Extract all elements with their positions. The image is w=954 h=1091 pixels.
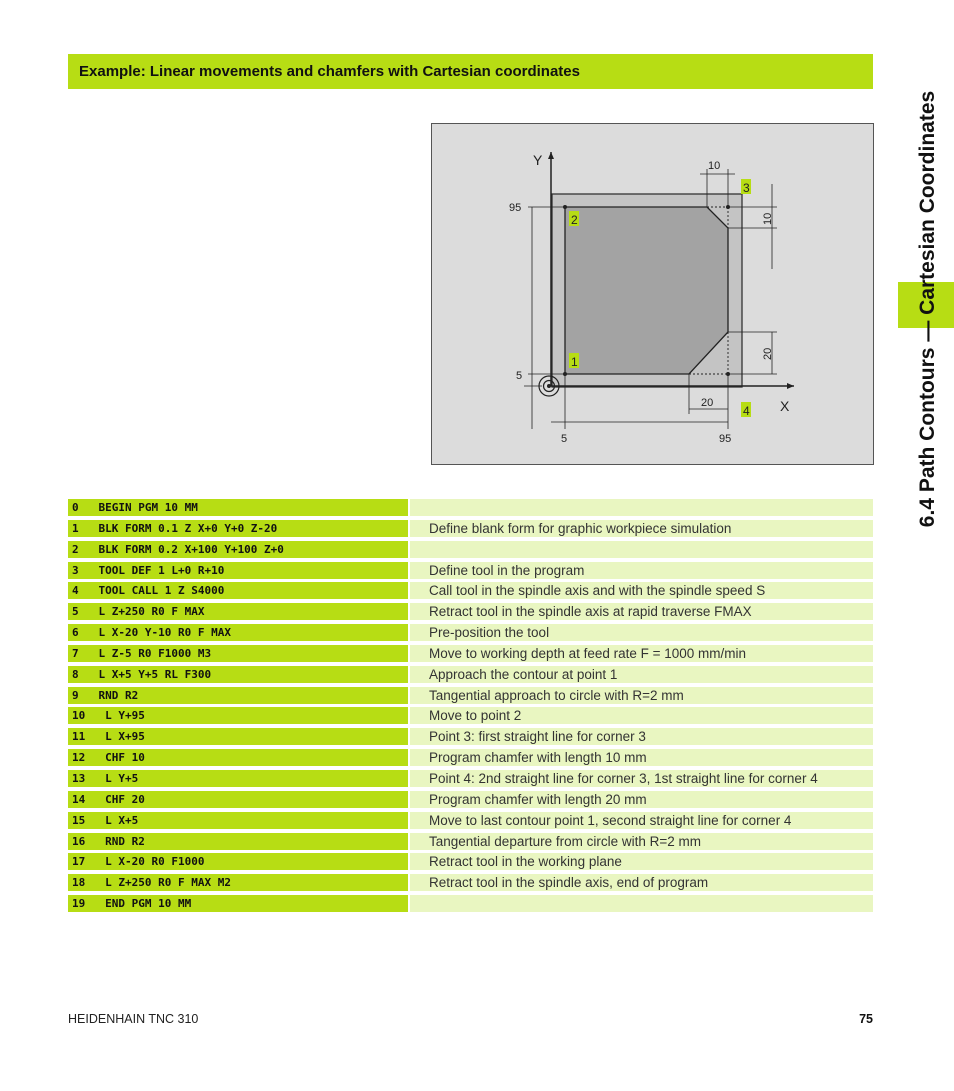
- program-row: [68, 624, 873, 641]
- program-row: [68, 874, 873, 891]
- chapter-side-title: [912, 56, 944, 561]
- nc-code: 3 TOOL DEF 1 L+0 R+10: [68, 562, 408, 579]
- point-2-label: 2: [571, 213, 578, 227]
- nc-description: Call tool in the spindle axis and with the spindle speed S: [410, 582, 873, 599]
- program-row: [68, 895, 873, 912]
- program-row: [68, 791, 873, 808]
- program-row: [68, 770, 873, 787]
- nc-description: Point 3: first straight line for corner 3: [410, 728, 873, 745]
- program-row: [68, 520, 873, 537]
- section-title: [68, 54, 873, 89]
- dim-y-95: 95: [509, 202, 522, 214]
- nc-code: 14 CHF 20: [68, 791, 408, 808]
- nc-description: Retract tool in the working plane: [410, 853, 873, 870]
- nc-code: 17 L X-20 R0 F1000: [68, 853, 408, 870]
- nc-description: Retract tool in the spindle axis, end of program: [410, 874, 873, 891]
- nc-description: Retract tool in the spindle axis at rapid traverse FMAX: [410, 603, 873, 620]
- page-number: 75: [859, 1012, 873, 1026]
- footer-product-name: HEIDENHAIN TNC 310: [68, 1012, 199, 1026]
- program-row: [68, 541, 873, 558]
- nc-description: Point 4: 2nd straight line for corner 3, 1st straight line for corner 4: [410, 770, 873, 787]
- nc-description: Approach the contour at point 1: [410, 666, 873, 683]
- point-4-label: 4: [743, 404, 750, 418]
- nc-code: 4 TOOL CALL 1 Z S4000: [68, 582, 408, 599]
- nc-code: 1 BLK FORM 0.1 Z X+0 Y+0 Z-20: [68, 520, 408, 537]
- point-1-label: 1: [571, 355, 578, 369]
- nc-description: Tangential departure from circle with R=2 mm: [410, 833, 873, 850]
- nc-code: 16 RND R2: [68, 833, 408, 850]
- nc-description: Define blank form for graphic workpiece simulation: [410, 520, 873, 537]
- contour-figure: [431, 123, 874, 465]
- program-row: [68, 728, 873, 745]
- nc-program-table: [68, 499, 873, 916]
- program-row: [68, 582, 873, 599]
- program-row: [68, 749, 873, 766]
- nc-code: 7 L Z-5 R0 F1000 M3: [68, 645, 408, 662]
- origin-dot: [547, 384, 551, 388]
- dim-x-5: 5: [561, 433, 568, 445]
- nc-description: Program chamfer with length 10 mm: [410, 749, 873, 766]
- nc-code: 6 L X-20 Y-10 R0 F MAX: [68, 624, 408, 641]
- nc-code: 9 RND R2: [68, 687, 408, 704]
- nc-description: Move to point 2: [410, 707, 873, 724]
- nc-code: 11 L X+95: [68, 728, 408, 745]
- nc-description: Pre-position the tool: [410, 624, 873, 641]
- nc-description: [410, 499, 873, 516]
- nc-code: 13 L Y+5: [68, 770, 408, 787]
- workpiece-contour: [565, 207, 728, 374]
- dim-bottom-20: 20: [701, 397, 714, 409]
- program-row: [68, 707, 873, 724]
- nc-code: 15 L X+5: [68, 812, 408, 829]
- dim-right-bottom-20: 20: [762, 347, 774, 360]
- nc-code: 2 BLK FORM 0.2 X+100 Y+100 Z+0: [68, 541, 408, 558]
- nc-code: 5 L Z+250 R0 F MAX: [68, 603, 408, 620]
- dim-x-95: 95: [719, 433, 732, 445]
- nc-code: 12 CHF 10: [68, 749, 408, 766]
- nc-code: 10 L Y+95: [68, 707, 408, 724]
- program-row: [68, 812, 873, 829]
- program-row: [68, 499, 873, 516]
- nc-description: Move to working depth at feed rate F = 1000 mm/min: [410, 645, 873, 662]
- program-row: [68, 603, 873, 620]
- nc-code: 0 BEGIN PGM 10 MM: [68, 499, 408, 516]
- program-row: [68, 645, 873, 662]
- nc-description: Define tool in the program: [410, 562, 873, 579]
- axis-y-label: Y: [533, 152, 543, 168]
- point-3-label: 3: [743, 181, 750, 195]
- nc-description: Move to last contour point 1, second straight line for corner 4: [410, 812, 873, 829]
- contour-drawing: [432, 124, 875, 466]
- program-row: [68, 562, 873, 579]
- nc-description: [410, 541, 873, 558]
- program-row: [68, 687, 873, 704]
- nc-code: 18 L Z+250 R0 F MAX M2: [68, 874, 408, 891]
- dim-y-5: 5: [516, 370, 523, 382]
- nc-description: Program chamfer with length 20 mm: [410, 791, 873, 808]
- dim-top-10: 10: [708, 160, 721, 172]
- program-row: [68, 853, 873, 870]
- chapter-side-title-text: 6.4 Path Contours — Cartesian Coordinates: [916, 90, 940, 527]
- nc-code: 8 L X+5 Y+5 RL F300: [68, 666, 408, 683]
- section-title-text: Example: Linear movements and chamfers with Cartesian coordinates: [79, 63, 580, 80]
- program-row: [68, 666, 873, 683]
- nc-description: [410, 895, 873, 912]
- nc-code: 19 END PGM 10 MM: [68, 895, 408, 912]
- program-row: [68, 833, 873, 850]
- nc-description: Tangential approach to circle with R=2 mm: [410, 687, 873, 704]
- axis-x-label: X: [780, 398, 790, 414]
- dim-right-top-10: 10: [762, 212, 774, 225]
